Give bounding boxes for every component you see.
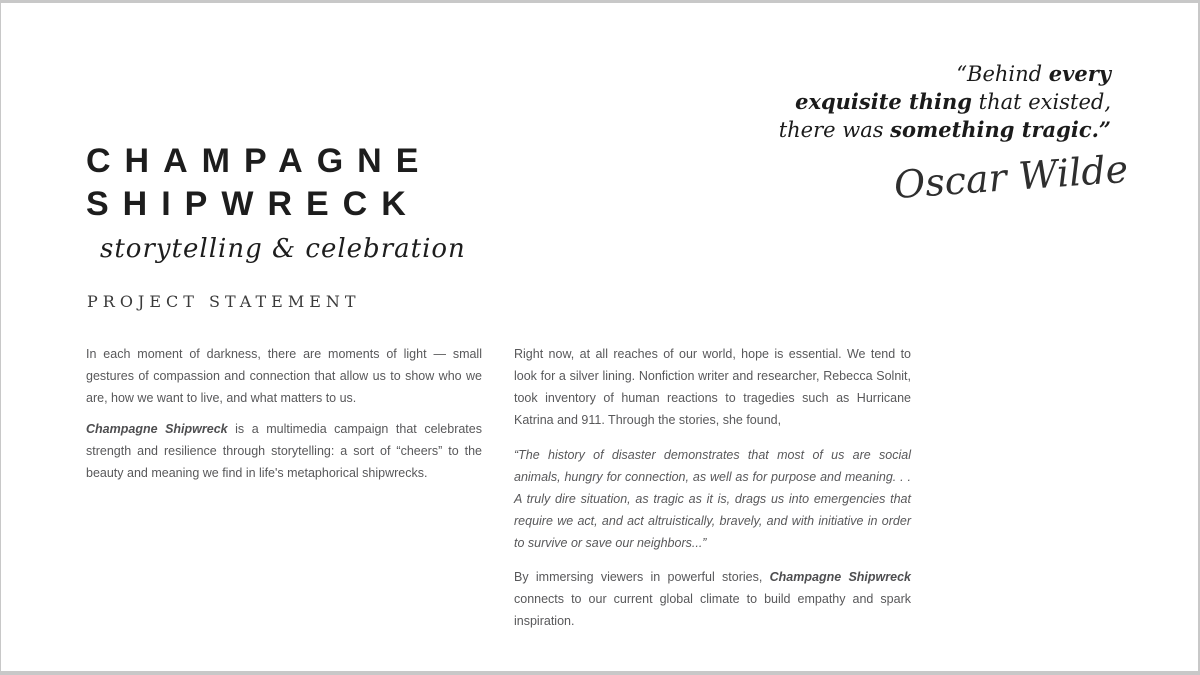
pull-quote-line xyxy=(631,116,1111,144)
statement-text: is a multimedia campaign that celebrates strength and resilience through storytelling: a sort of “cheers” to the beauty and meaning we find in life's metaphorical shipwrecks. xyxy=(86,422,482,480)
project-title-line1: CHAMPAGNE xyxy=(86,142,433,180)
quote-text: that existed, xyxy=(971,90,1111,114)
statement-paragraph: In each moment of darkness, there are moments of light — small gestures of compassion and connection that allow us to show who we are, how we want to live, and what matters to us. xyxy=(86,347,482,405)
slide-canvas xyxy=(1,3,1198,671)
statement-paragraph xyxy=(86,418,482,484)
statement-paragraph: Right now, at all reaches of our world, hope is essential. We tend to look for a silver lining. Nonfiction writer and researcher, Rebecca Solnit, took inventory of human reactions to tragedies such as Hurricane Katrina and 911. Through the stories, she found, xyxy=(514,347,911,427)
statement-left-column xyxy=(86,343,482,493)
statement-right-column xyxy=(514,343,911,641)
quote-text-emphasis: exquisite thing xyxy=(795,89,972,114)
section-heading: PROJECT STATEMENT xyxy=(87,292,361,311)
solnit-quote-paragraph: “The history of disaster demonstrates that most of us are social animals, hungry for connection, as well as for purpose and meaning. . . A truly dire situation, as tragic as it is, drags us into emergencies that require we act, and act altruistically, bravely, and with initiative in order to survive or save our neighbors...” xyxy=(514,448,911,550)
project-title-line2: SHIPWRECK xyxy=(86,185,420,223)
pull-quote-line xyxy=(631,60,1111,88)
campaign-name-emphasis: Champagne Shipwreck xyxy=(769,570,911,584)
pull-quote-line xyxy=(631,88,1111,116)
statement-text: By immersing viewers in powerful stories, xyxy=(514,570,770,584)
project-title xyxy=(86,140,432,226)
quote-attribution-signature: Oscar Wilde xyxy=(892,146,1130,208)
quote-text-emphasis: something tragic.” xyxy=(890,117,1111,142)
campaign-name-emphasis: Champagne Shipwreck xyxy=(86,422,228,436)
quote-text: there was xyxy=(778,118,891,142)
quote-text-emphasis: every xyxy=(1048,61,1111,86)
statement-paragraph xyxy=(514,566,911,632)
project-subtitle: storytelling & celebration xyxy=(100,234,466,264)
statement-text: connects to our current global climate to build empathy and spark inspiration. xyxy=(514,592,911,628)
quote-text: “Behind xyxy=(956,62,1049,86)
pull-quote xyxy=(631,60,1111,144)
